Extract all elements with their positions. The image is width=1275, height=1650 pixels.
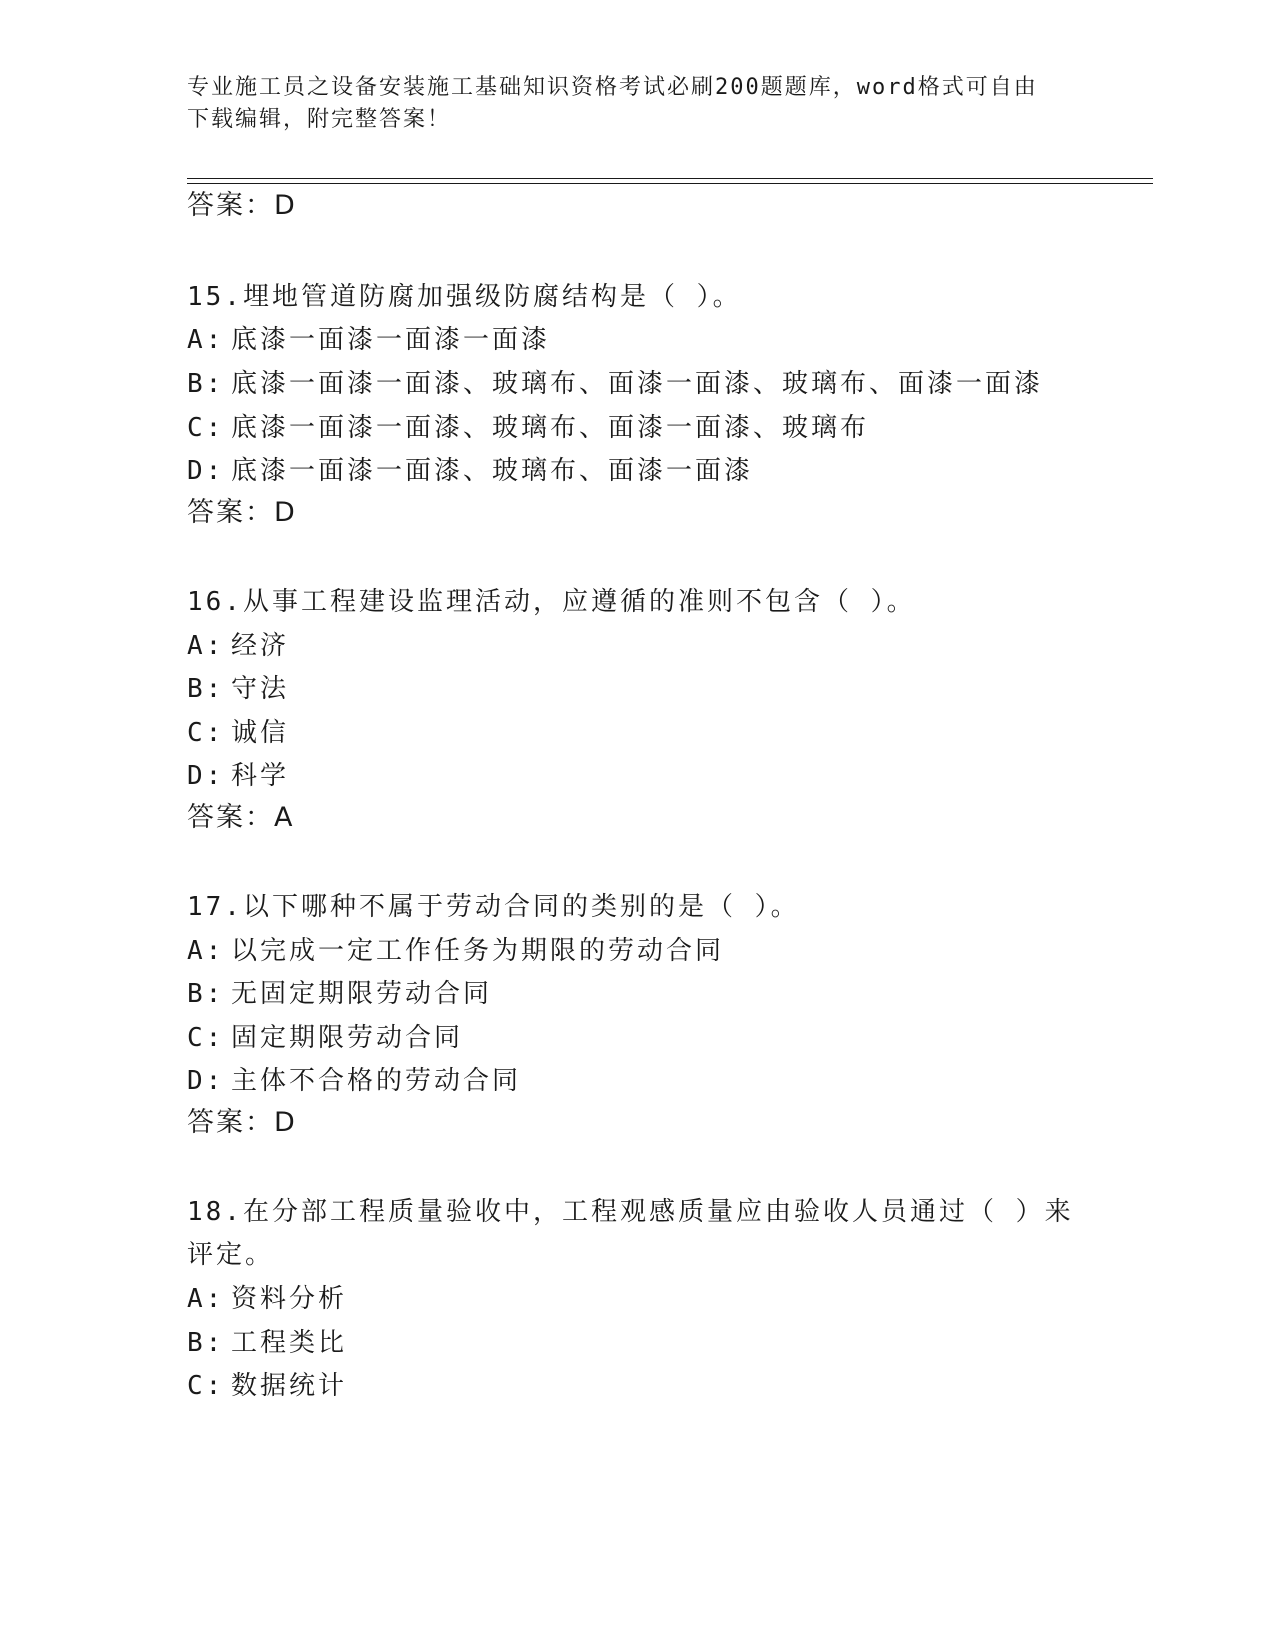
question-16-answer: 答案：A — [187, 802, 295, 833]
question-18-stem-line2: 评定。 — [187, 1240, 275, 1270]
question-15-answer: 答案：D — [187, 497, 297, 528]
question-16-option-d: D: 科学 — [187, 761, 290, 791]
question-17-option-a: A: 以完成一定工作任务为期限的劳动合同 — [187, 936, 725, 966]
question-18-option-c: C: 数据统计 — [187, 1371, 348, 1401]
question-15-option-d: D: 底漆一面漆一面漆、玻璃布、面漆一面漆 — [187, 456, 754, 486]
question-15-option-b: B: 底漆一面漆一面漆、玻璃布、面漆一面漆、玻璃布、面漆一面漆 — [187, 369, 1044, 399]
question-15-option-a: A: 底漆一面漆一面漆一面漆 — [187, 325, 551, 355]
question-16-option-a: A: 经济 — [187, 631, 290, 661]
question-18-option-b: B: 工程类比 — [187, 1328, 348, 1358]
question-15-option-c: C: 底漆一面漆一面漆、玻璃布、面漆一面漆、玻璃布 — [187, 413, 870, 443]
question-17-stem: 17.以下哪种不属于劳动合同的类别的是（ ）。 — [187, 892, 800, 922]
question-17-answer: 答案：D — [187, 1107, 297, 1138]
header-title-line2: 下载编辑，附完整答案！ — [187, 107, 452, 132]
question-17-option-d: D: 主体不合格的劳动合同 — [187, 1066, 522, 1096]
prev-answer: 答案：D — [187, 190, 297, 221]
question-17-option-b: B: 无固定期限劳动合同 — [187, 979, 493, 1009]
question-16-option-c: C: 诚信 — [187, 718, 290, 748]
document-header — [187, 72, 1067, 136]
question-18-stem-line1: 18.在分部工程质量验收中，工程观感质量应由验收人员通过（ ）来 — [187, 1197, 1074, 1227]
header-rule-top — [187, 178, 1153, 179]
question-16-stem: 16.从事工程建设监理活动，应遵循的准则不包含（ ）。 — [187, 587, 916, 617]
header-title-line1: 专业施工员之设备安装施工基础知识资格考试必刷200题题库，word格式可自由 — [187, 75, 1038, 100]
header-rule-bottom — [187, 183, 1153, 184]
question-17-option-c: C: 固定期限劳动合同 — [187, 1023, 464, 1053]
question-15-stem: 15.埋地管道防腐加强级防腐结构是（ ）。 — [187, 282, 742, 312]
question-16-option-b: B: 守法 — [187, 674, 290, 704]
question-18-option-a: A: 资料分析 — [187, 1284, 348, 1314]
